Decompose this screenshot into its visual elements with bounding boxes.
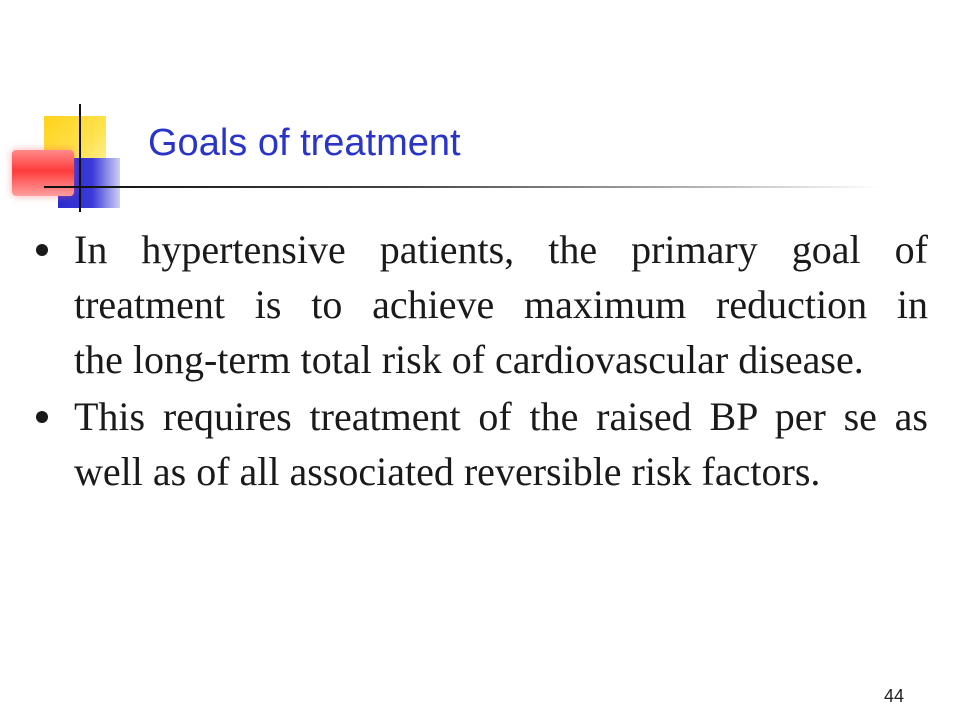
- slide-title: Goals of treatment: [148, 122, 461, 164]
- bullet-item: [28, 389, 928, 499]
- red-square: [12, 150, 74, 196]
- page-number: 44: [884, 686, 905, 706]
- logo-horizontal-line: [44, 186, 84, 188]
- bullet-line: In hypertensive patients, the primary goal of: [74, 227, 928, 272]
- bullet-dot: [36, 244, 48, 256]
- bullet-item: [28, 222, 928, 387]
- bullet-dot: [36, 411, 48, 423]
- bullet-line: This requires treatment of the raised BP per se as: [74, 394, 928, 439]
- title-underline: [80, 186, 880, 188]
- bullet-line: the long-term total risk of cardiovascular disease.: [74, 337, 864, 382]
- bullet-line: well as of all associated reversible risk factors.: [74, 449, 821, 494]
- bullet-line: treatment is to achieve maximum reduction in: [74, 282, 928, 327]
- slide-body: [28, 222, 928, 501]
- vertical-line: [79, 104, 81, 212]
